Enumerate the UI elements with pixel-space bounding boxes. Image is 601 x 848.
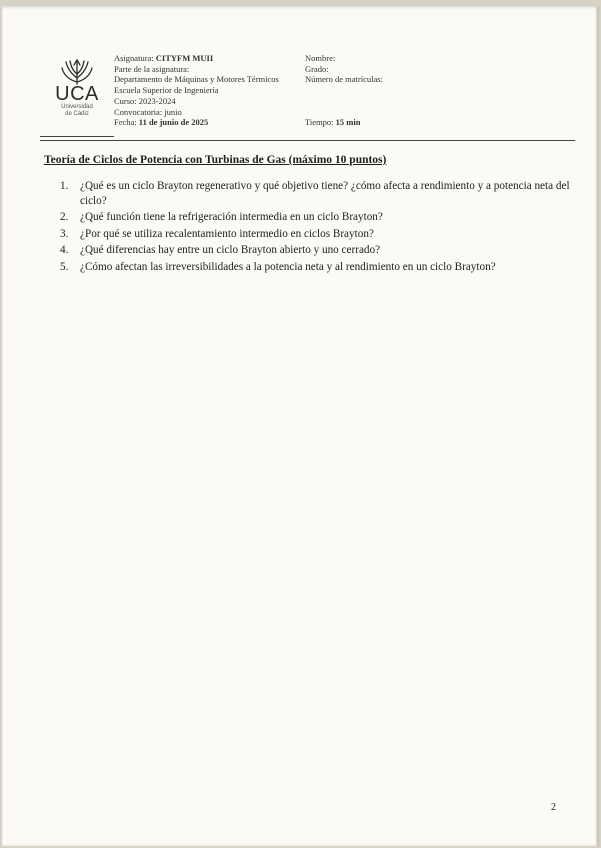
question-item <box>60 260 580 275</box>
header-info-right <box>305 53 465 128</box>
fecha-label: Fecha: <box>114 117 137 128</box>
uca-logo <box>55 56 99 122</box>
matriculas-field: Número de matrículas: <box>305 74 383 85</box>
tiempo-label: Tiempo: <box>305 117 334 128</box>
question-number: 3. <box>60 227 69 240</box>
question-number: 4. <box>60 244 69 257</box>
header-divider <box>40 140 575 141</box>
question-item <box>60 227 580 242</box>
spacer <box>305 85 465 117</box>
question-list <box>60 179 580 277</box>
question-number: 1. <box>60 180 69 192</box>
asignatura-label: Asignatura: <box>114 53 154 63</box>
logo-subtitle-2: de Cádiz <box>65 111 89 117</box>
asignatura-value: CITYFM MUII <box>155 53 214 63</box>
question-text: ¿Cómo afectan las irreversibilidades a la potencia neta y al rendimiento en un ciclo Brayton? <box>80 260 496 273</box>
question-item <box>60 210 580 225</box>
fecha-line <box>114 117 304 128</box>
grado-field: Grado: <box>305 63 329 74</box>
tiempo-line <box>305 117 465 128</box>
escuela-line: Escuela Superior de Ingeniería <box>114 85 219 96</box>
fecha-value: 11 de junio de 2025 <box>138 117 209 128</box>
nombre-field: Nombre: <box>305 53 336 63</box>
asignatura-line <box>114 53 304 64</box>
convocatoria-line: Convocatoria: junio <box>114 106 182 117</box>
question-text: ¿Qué es un ciclo Brayton regenerativo y qué objetivo tiene? ¿cómo afecta a rendimiento y a potencia neta del ciclo? <box>80 180 570 207</box>
header-info-left <box>114 53 304 128</box>
tiempo-value: 15 min <box>335 117 361 128</box>
curso-line: Curso: 2023-2024 <box>114 95 176 106</box>
question-number: 2. <box>60 211 69 224</box>
header-divider-short <box>40 136 114 137</box>
logo-text: UCA <box>55 83 99 105</box>
question-text: ¿Qué función tiene la refrigeración intermedia en un ciclo Brayton? <box>80 211 383 224</box>
question-text: ¿Qué diferencias hay entre un ciclo Brayton abierto y uno cerrado? <box>80 244 381 257</box>
exam-page <box>2 6 599 846</box>
logo-subtitle-1: Universidad <box>61 104 93 110</box>
parte-line: Parte de la asignatura: <box>114 63 190 74</box>
uca-emblem-icon <box>60 56 94 86</box>
departamento-line: Departamento de Máquinas y Motores Térmicos <box>114 74 279 85</box>
question-text: ¿Por qué se utiliza recalentamiento intermedio en ciclos Brayton? <box>80 227 374 240</box>
page-edge <box>596 6 599 846</box>
question-item <box>60 179 580 208</box>
page-number: 2 <box>551 802 556 813</box>
question-number: 5. <box>60 260 69 273</box>
section-title: Teoría de Ciclos de Potencia con Turbinas de Gas (máximo 10 puntos) <box>44 154 387 166</box>
question-item <box>60 243 580 258</box>
